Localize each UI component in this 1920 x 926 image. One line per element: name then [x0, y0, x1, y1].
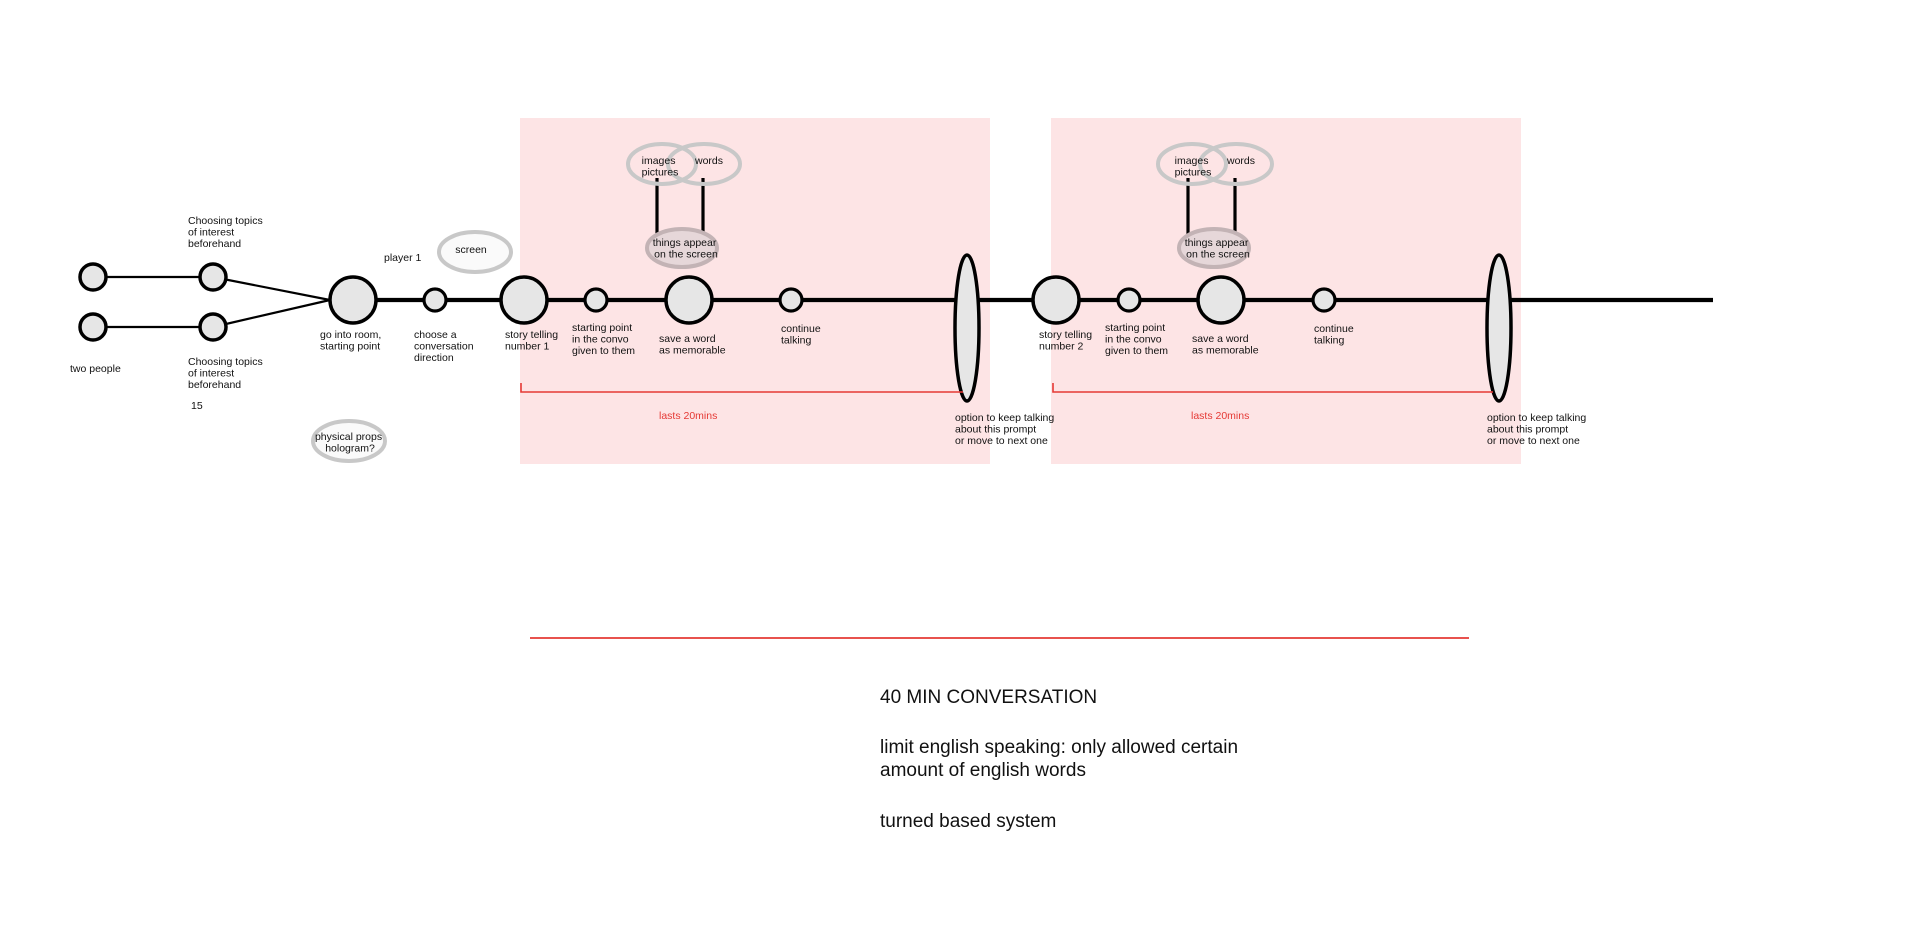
images-1-label: images pictures: [641, 155, 679, 179]
node-story-1: [501, 277, 547, 323]
node-continue-2: [1313, 289, 1335, 311]
notes-english-rule-line-2: amount of english words: [880, 760, 1086, 781]
images-2-label: images pictures: [1174, 155, 1212, 179]
story-1-label: story telling number 1: [505, 329, 559, 353]
node-starting-point-2: [1118, 289, 1140, 311]
screen-label: screen: [455, 244, 487, 256]
save-word-1-label: save a word as memorable: [659, 333, 726, 357]
choose-direction-label: choose a conversation direction: [414, 329, 474, 364]
save-word-2-label: save a word as memorable: [1192, 333, 1259, 357]
starting-point-2-label: starting point in the convo given to them: [1105, 322, 1169, 357]
notes-title: 40 MIN CONVERSATION: [880, 687, 1098, 708]
topics-top-label: Choosing topics of interest beforehand: [188, 215, 263, 250]
continue-1-label: continue talking: [781, 323, 821, 347]
node-person-1: [80, 264, 106, 290]
option-1-label: option to keep talking about this prompt or move to next one: [955, 412, 1055, 447]
node-option-2: [1487, 255, 1511, 401]
words-1-label: words: [695, 155, 724, 167]
notes-turn-based: turned based system: [880, 811, 1057, 832]
go-into-room-label: go into room, starting point: [320, 329, 382, 353]
notes-english-rule: [880, 736, 1480, 782]
story-2-label: story telling number 2: [1039, 329, 1093, 353]
topics-bottom-label: Choosing topics of interest beforehand: [188, 356, 263, 391]
node-starting-point-1: [585, 289, 607, 311]
node-person-2: [80, 314, 106, 340]
node-save-word-2: [1198, 277, 1244, 323]
node-topics-bottom: [200, 314, 226, 340]
props-label: physical props hologram?: [314, 431, 383, 455]
player-1-label: player 1: [384, 252, 422, 264]
node-topics-top: [200, 264, 226, 290]
fifteen-label: 15: [191, 400, 203, 412]
notes-english-rule-line-1: limit english speaking: only allowed certain: [880, 737, 1239, 758]
duration-1-label: lasts 20mins: [659, 410, 718, 422]
node-option-1: [955, 255, 979, 401]
notes-panel: [880, 686, 1480, 861]
duration-2-label: lasts 20mins: [1191, 410, 1250, 422]
things-appear-2-label: things appear on the screen: [1184, 237, 1250, 261]
starting-point-1-label: starting point in the convo given to them: [572, 322, 636, 357]
node-save-word-1: [666, 277, 712, 323]
node-continue-1: [780, 289, 802, 311]
node-go-into-room: [330, 277, 376, 323]
node-choose-direction: [424, 289, 446, 311]
option-2-label: option to keep talking about this prompt or move to next one: [1487, 412, 1587, 447]
node-story-2: [1033, 277, 1079, 323]
things-appear-1-label: things appear on the screen: [652, 237, 718, 261]
continue-2-label: continue talking: [1314, 323, 1354, 347]
two-people-label: two people: [70, 363, 121, 375]
words-2-label: words: [1227, 155, 1256, 167]
